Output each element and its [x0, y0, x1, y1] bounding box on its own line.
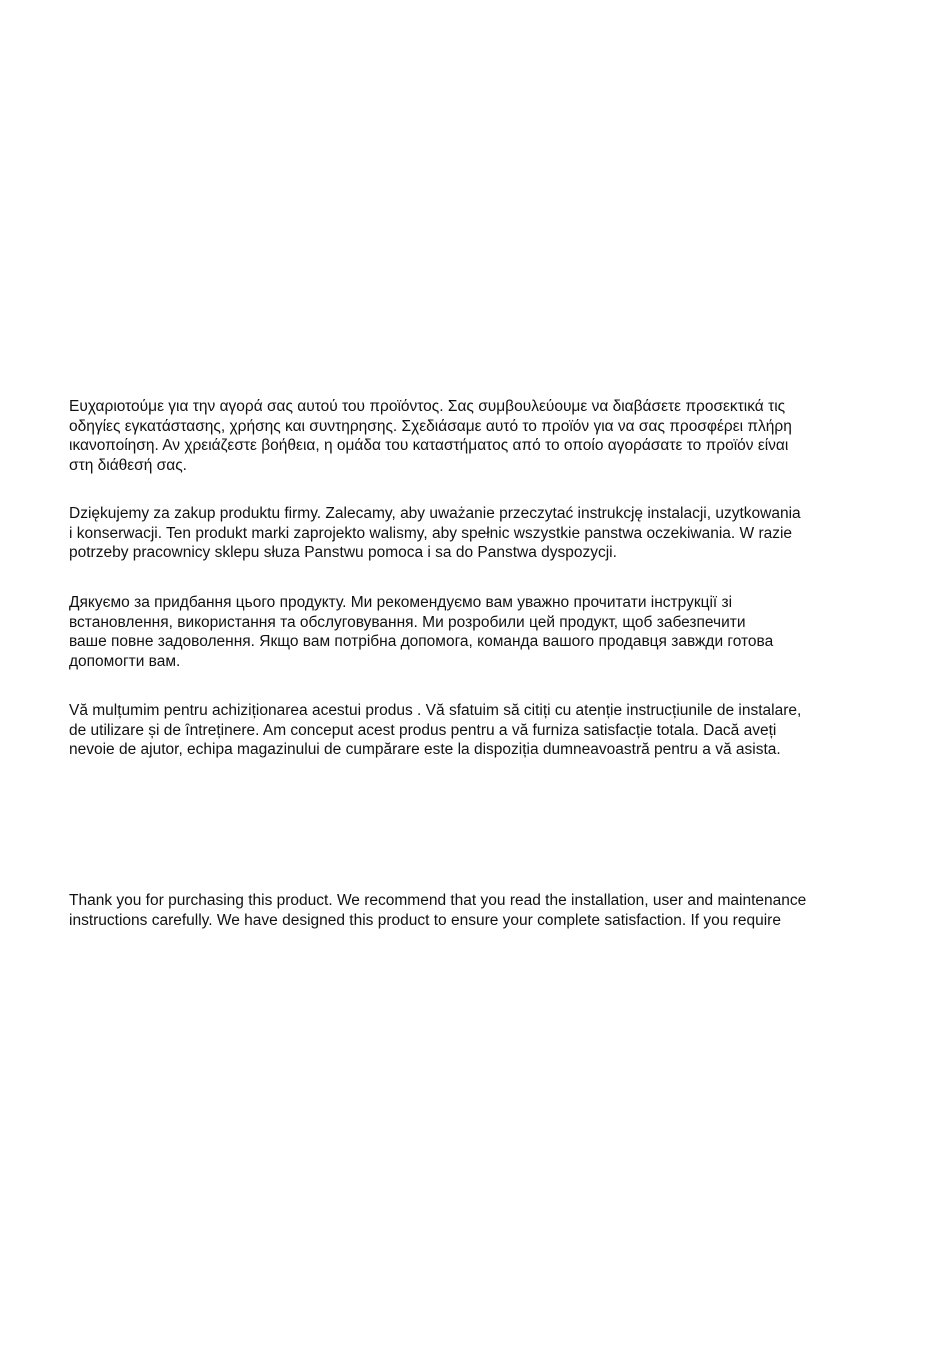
ukrainian-line-3: ваше повне задоволення. Якщо вам потрібна допомога, команда вашого продавця завжди готова: [69, 633, 774, 651]
polish-line-1: Dziękujemy za zakup produktu firmy. Zalecamy, aby uważanie przeczytać instrukcję instalacji, uzytkowania: [69, 505, 801, 522]
romanian-line-3: nevoie de ajutor, echipa magazinului de cumpărare este la dispoziția dumneavoastră pentru a vă asista.: [69, 741, 781, 759]
polish-line-2: i konserwacji. Ten produkt marki zaprojekto walismy, aby spełnic wszystkie panstwa oczekiwania. W razie: [69, 524, 793, 542]
ukrainian-line-1: Дякуємо за придбання цього продукту. Ми рекомендуємо вам уважно прочитати інструкції зі: [69, 594, 733, 611]
romanian-paragraph: [69, 701, 919, 760]
greek-line-1: Ευχαριοτούμε για την αγορά σας αυτού του προϊόντος. Σας συμβουλεύουμε να διαβάσετε προσεκτικά τις: [69, 398, 786, 415]
greek-line-4: στη διάθεσή σας.: [69, 456, 187, 474]
greek-line-2: οδηγίες εγκατάστασης, χρήσης και συντηρησης. Σχεδιάσαμε αυτό το προϊόν για να σας προσφέρει πλήρη: [69, 417, 792, 435]
greek-paragraph: [69, 397, 919, 475]
romanian-line-2: de utilizare și de întreținere. Am conceput acest produs pentru a vă furniza satisfacție totala. Dacă aveți: [69, 721, 777, 739]
polish-line-3: potrzeby pracownicy sklepu słuza Panstwu pomoca i sa do Panstwa dyspozycji.: [69, 544, 617, 562]
english-line-1: Thank you for purchasing this product. We recommend that you read the installation, user and maintenance: [69, 892, 807, 909]
romanian-line-1: Vă mulțumim pentru achiziționarea acestui produs . Vă sfatuim să citiți cu atenție instrucțiunile de instalare,: [69, 702, 802, 719]
greek-line-3: ικανοποίηση. Αν χρειάζεστε βοήθεια, η ομάδα του καταστήματος από το οποίο αγοράσατε το προϊόν είναι: [69, 437, 789, 455]
polish-paragraph: [69, 504, 919, 563]
ukrainian-line-4: допомогти вам.: [69, 652, 181, 670]
ukrainian-line-2: встановлення, використання та обслуговування. Ми розробили цей продукт, щоб забезпечити: [69, 613, 746, 631]
english-paragraph: [69, 891, 919, 930]
english-line-2: instructions carefully. We have designed this product to ensure your complete satisfaction. If you require: [69, 911, 781, 929]
ukrainian-paragraph: [69, 593, 919, 671]
